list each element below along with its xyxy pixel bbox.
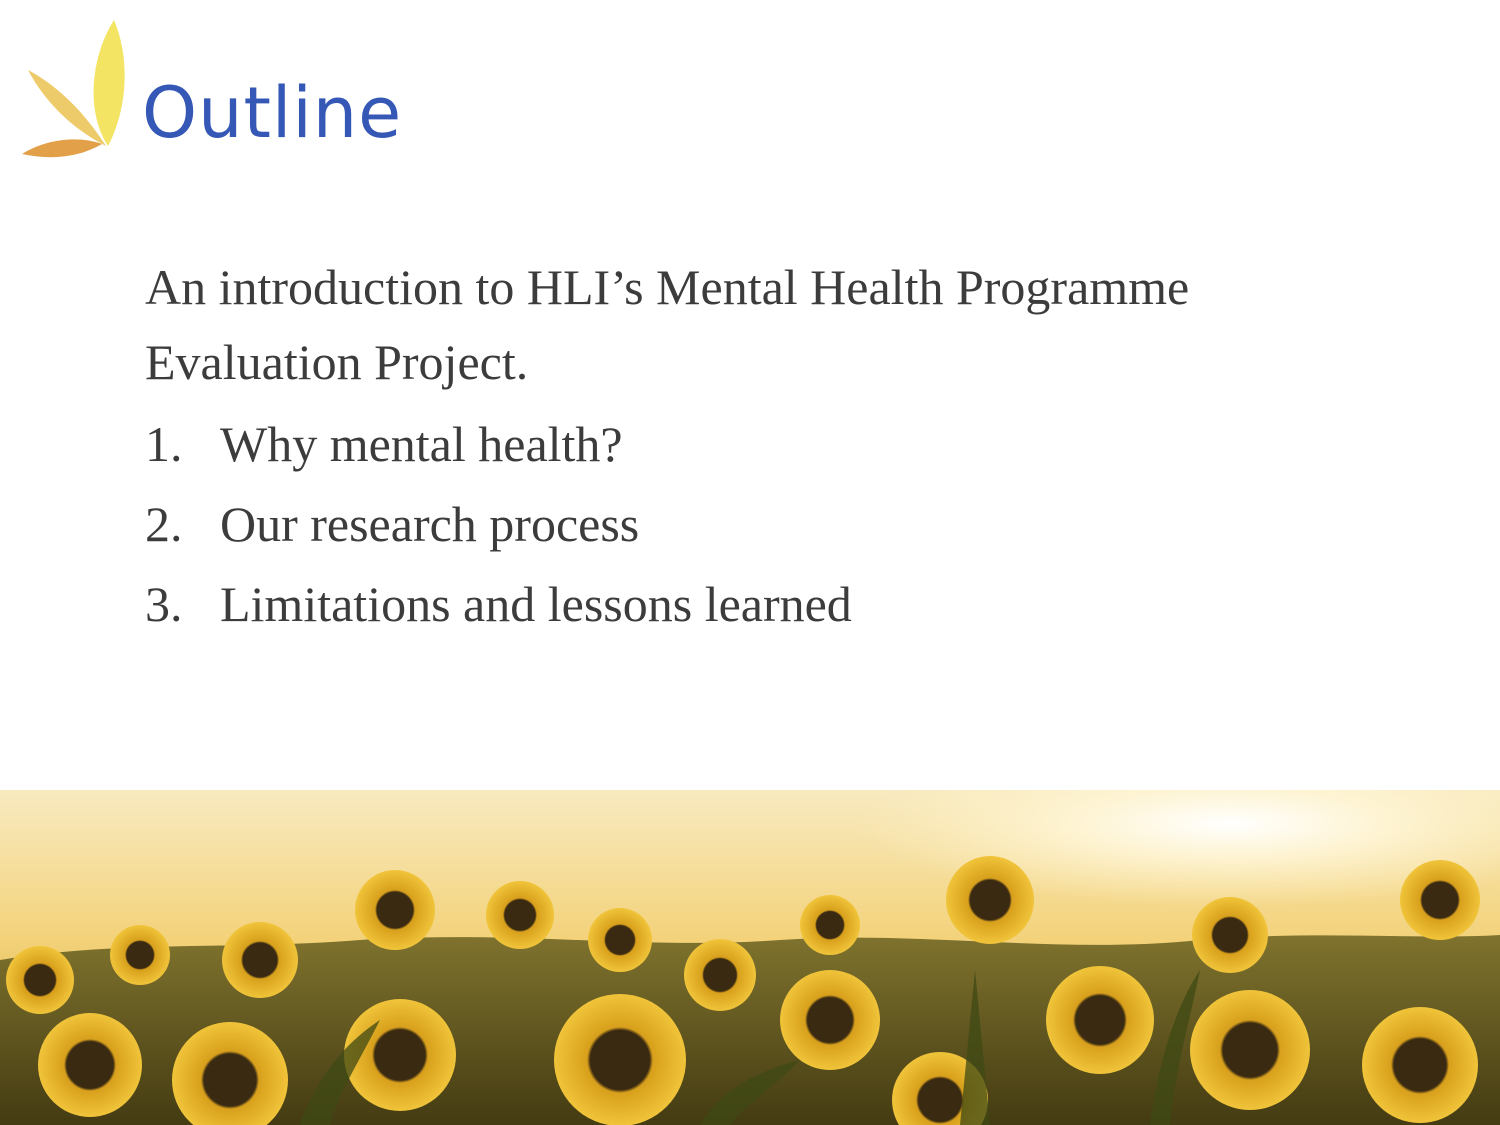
- slide-body: [145, 250, 1345, 644]
- list-item-number: 2.: [145, 496, 183, 552]
- list-item-text: Limitations and lessons learned: [220, 576, 852, 632]
- list-item-number: 1.: [145, 416, 183, 472]
- list-item-text: Why mental health?: [220, 416, 623, 472]
- slide-title: Outline: [142, 72, 403, 154]
- sunflower-field-image: [0, 790, 1500, 1125]
- outline-list: [145, 404, 1345, 644]
- intro-paragraph: An introduction to HLI’s Mental Health Programme Evaluation Project.: [145, 259, 1190, 390]
- list-item-number: 3.: [145, 576, 183, 632]
- list-item: [145, 484, 1345, 564]
- leaf-logo-icon: [18, 18, 138, 163]
- list-item: [145, 404, 1345, 484]
- list-item-text: Our research process: [220, 496, 640, 552]
- list-item: [145, 564, 1345, 644]
